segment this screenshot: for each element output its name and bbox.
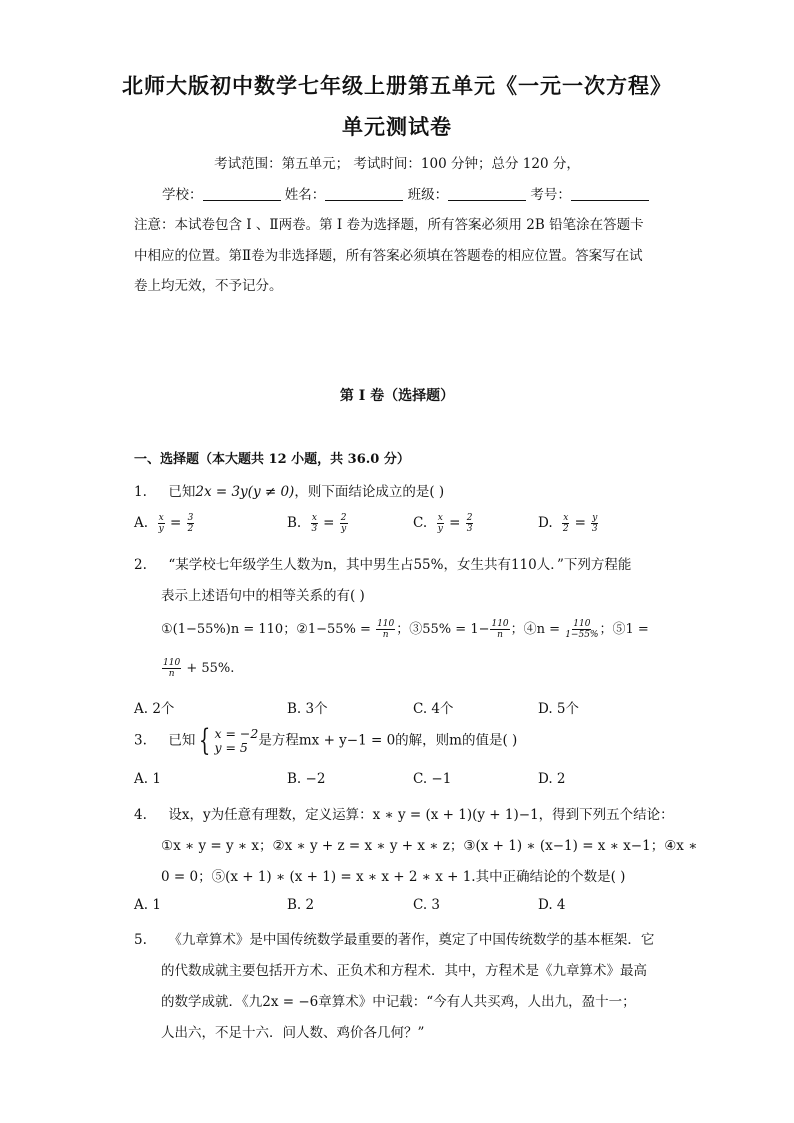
exam-title-line2: 单元测试卷 — [342, 114, 452, 139]
q3-option-a[interactable]: A. 1 — [134, 771, 161, 787]
q3-option-c[interactable]: C. −1 — [413, 771, 452, 787]
class-blank[interactable] — [448, 187, 526, 201]
q2-option-a[interactable]: A. 2个 — [134, 701, 175, 717]
notice-line: 注意：本试卷包含 Ⅰ 、Ⅱ两卷。第 Ⅰ 卷为选择题，所有答案必须用 2B 铅笔涂在答题卡 — [134, 217, 644, 233]
equation-system: x = −2 y = 5 — [214, 726, 259, 755]
q1-option-c[interactable]: C. $\frac{x}{y}$ = $\frac{2}{3}$ — [413, 513, 473, 534]
q3-option-d[interactable]: D. 2 — [538, 771, 566, 787]
exam-title-line1: 北师大版初中数学七年级上册第五单元《一元一次方程》 — [122, 73, 672, 98]
number-label: 考号： — [530, 187, 571, 203]
question-4 — [134, 803, 674, 823]
notice-line: 中相应的位置。第Ⅱ卷为非选择题，所有答案必须填在答题卷的相应位置。答案写在试 — [134, 248, 643, 264]
question-number: 5. — [134, 932, 147, 948]
question-number: 3. — [134, 732, 147, 749]
question-2 — [134, 553, 631, 573]
notice-line: 卷上均无效，不予记分。 — [134, 278, 283, 294]
question-math: 2x = 3y(y ≠ 0) — [195, 484, 295, 500]
q1-option-d[interactable]: D. $\frac{x}{2}$ = $\frac{y}{3}$ — [538, 513, 598, 534]
q1-option-a[interactable]: A. $\frac{x}{y}$ = $\frac{3}{2}$ — [134, 513, 194, 534]
q3-option-b[interactable]: B. −2 — [287, 771, 326, 787]
q4-option-a[interactable]: A. 1 — [134, 897, 161, 913]
q2-option-b[interactable]: B. 3个 — [287, 701, 328, 717]
q2-equations-cont: $\frac{110}{n}$ + 55%. — [163, 658, 235, 679]
question-stem: 设x，y为任意有理数，定义运算：x ∗ y = (x + 1)(y + 1)−1，得到下列五个结论： — [168, 807, 674, 823]
q4-option-c[interactable]: C. 3 — [413, 897, 441, 913]
question-stem: “某学校七年级学生人数为n，其中男生占55%，女生共有110人．”下列方程能 — [168, 557, 632, 573]
question-stem: ①x ∗ y = y ∗ x；②x ∗ y + z = x ∗ y + x ∗ z；③(x + 1) ∗ (x−1) = x ∗ x−1；④x ∗ — [161, 838, 698, 854]
q4-option-d[interactable]: D. 4 — [538, 897, 566, 913]
class-label: 班级： — [407, 187, 449, 203]
question-stem: 0 = 0；⑤(x + 1) ∗ (x + 1) = x ∗ x + 2 ∗ x + 1.其中正确结论的个数是( ) — [161, 869, 626, 885]
question-stem: 的代数成就主要包括开方术、正负术和方程术．其中，方程术是《九章算术》最高 — [161, 963, 647, 979]
brace-icon: { — [199, 723, 211, 758]
question-stem: 表示上述语句中的相等关系的有( ) — [161, 588, 365, 604]
question-number: 2. — [134, 557, 147, 573]
question-stem: ，则下面结论成立的是( ) — [294, 484, 445, 500]
number-blank[interactable] — [571, 187, 649, 201]
question-number: 4. — [134, 807, 147, 823]
q2-equations: ①(1−55%)n = 110；②1−55% = $\frac{110}{n}$ ；③55% = 1− $\frac{110}{n}$ ；④n = $\frac{110}{1-55\%}$ ；⑤1 = — [161, 619, 649, 640]
exam-info: 考试范围：第五单元； 考试时间：100 分钟；总分 120 分， — [214, 156, 580, 172]
question-stem: 《九章算术》是中国传统数学最重要的著作，奠定了中国传统数学的基本框架．它 — [168, 932, 655, 948]
question-1 — [134, 480, 444, 500]
question-stem: 的数学成就．《九2x = −6章算术》中记载：“今有人共买鸡，人出九，盈十一； — [161, 994, 636, 1010]
student-info-row — [162, 183, 649, 203]
school-blank[interactable] — [203, 187, 281, 201]
name-blank[interactable] — [325, 187, 403, 201]
question-3: 3. 已知 { x = −2 y = 5 是方程mx + y−1 = 0的解，则m的值是( ) — [134, 723, 518, 758]
part-title: 一、选择题（本大题共 12 小题，共 36.0 分） — [134, 452, 410, 467]
q1-option-b[interactable]: B. $\frac{x}{3}$ = $\frac{2}{y}$ — [287, 513, 347, 534]
q2-option-c[interactable]: C. 4个 — [413, 701, 454, 717]
question-number: 1. — [134, 484, 147, 500]
question-stem: 已知 — [168, 484, 196, 500]
question-5 — [134, 928, 654, 948]
volume-title: 第 Ⅰ 卷（选择题） — [339, 388, 455, 404]
q4-option-b[interactable]: B. 2 — [287, 897, 315, 913]
name-label: 姓名： — [284, 187, 326, 203]
school-label: 学校： — [162, 187, 203, 203]
question-stem: 人出六，不足十六．问人数、鸡价各几何？” — [161, 1025, 425, 1041]
q2-option-d[interactable]: D. 5个 — [538, 701, 580, 717]
